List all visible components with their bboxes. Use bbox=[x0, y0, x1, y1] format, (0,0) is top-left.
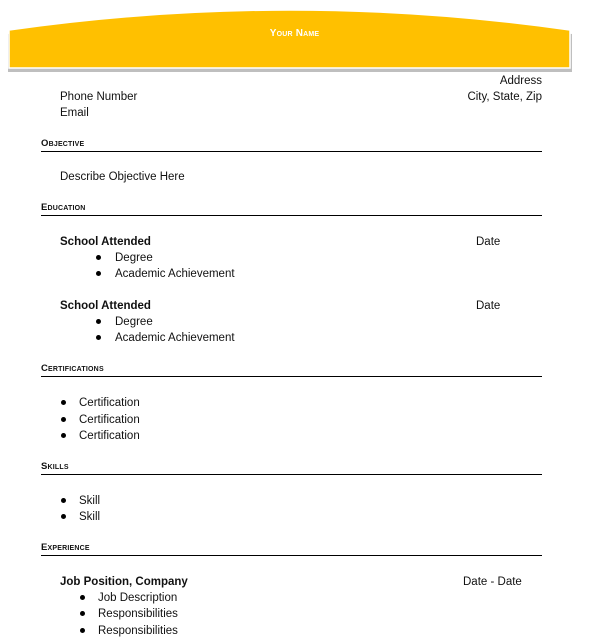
address: Address bbox=[499, 75, 542, 87]
bullet-icon bbox=[80, 595, 85, 600]
bullet-icon bbox=[96, 319, 101, 324]
skill-item: Skill bbox=[79, 511, 101, 523]
school-name: School Attended bbox=[60, 236, 151, 248]
education-date: Date bbox=[476, 236, 501, 248]
responsibility-item: Responsibilities bbox=[98, 625, 178, 637]
bullet-icon bbox=[96, 335, 101, 340]
bullet-icon bbox=[61, 433, 66, 438]
city-state-zip: City, State, Zip bbox=[467, 91, 542, 103]
job-description: Job Description bbox=[98, 592, 178, 604]
academic-achievement: Academic Achievement bbox=[115, 268, 235, 280]
bullet-icon bbox=[96, 255, 101, 260]
bullet-icon bbox=[80, 611, 85, 616]
school-name: School Attended bbox=[60, 300, 151, 312]
job-dates: Date - Date bbox=[463, 576, 522, 588]
experience-rule bbox=[41, 555, 542, 556]
skills-rule bbox=[41, 474, 542, 475]
bullet-icon bbox=[80, 628, 85, 633]
certifications-rule bbox=[41, 376, 542, 377]
skills-heading: Skills bbox=[41, 461, 69, 472]
bullet-icon bbox=[96, 271, 101, 276]
header-banner bbox=[0, 0, 589, 80]
bullet-icon bbox=[61, 400, 66, 405]
academic-achievement: Academic Achievement bbox=[115, 332, 235, 344]
certifications-heading: Certifications bbox=[41, 363, 104, 374]
degree: Degree bbox=[115, 316, 153, 328]
certification-item: Certification bbox=[79, 397, 140, 409]
resume-name: Your Name bbox=[269, 28, 320, 39]
objective-rule bbox=[41, 151, 542, 152]
phone-number: Phone Number bbox=[60, 91, 138, 103]
skill-item: Skill bbox=[79, 495, 101, 507]
certification-item: Certification bbox=[79, 430, 140, 442]
email: Email bbox=[60, 107, 89, 119]
bullet-icon bbox=[61, 514, 66, 519]
objective-heading: Objective bbox=[41, 138, 85, 149]
responsibility-item: Responsibilities bbox=[98, 608, 178, 620]
objective-text: Describe Objective Here bbox=[60, 171, 185, 183]
certification-item: Certification bbox=[79, 414, 140, 426]
bullet-icon bbox=[61, 498, 66, 503]
degree: Degree bbox=[115, 252, 153, 264]
job-position: Job Position, Company bbox=[60, 576, 188, 588]
education-rule bbox=[41, 215, 542, 216]
education-heading: Education bbox=[41, 202, 86, 213]
experience-heading: Experience bbox=[41, 542, 90, 553]
bullet-icon bbox=[61, 417, 66, 422]
education-date: Date bbox=[476, 300, 501, 312]
